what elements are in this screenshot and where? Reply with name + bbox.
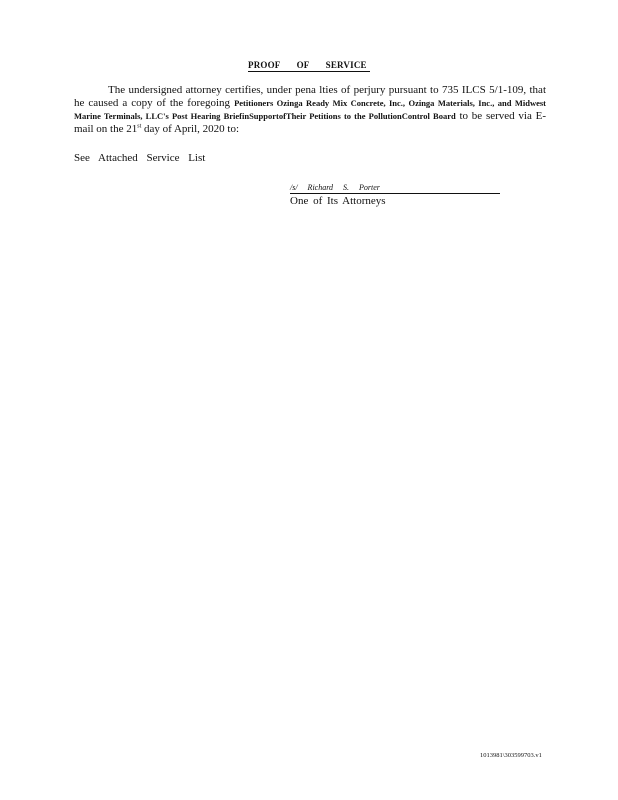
- date-superscript: st: [137, 123, 142, 130]
- document-footer-id: 1013981\303599703.v1: [480, 752, 542, 759]
- paragraph-text-end: day of April, 2020 to:: [144, 123, 240, 135]
- document-title: PROOF OF SERVICE: [248, 60, 370, 72]
- paragraph-bold-document-name: Petitioners Ozinga Ready Mix Concrete, Inc., Ozinga Materials, Inc., and Midwest Marine Terminals, LLC's Post Hearing BriefinSupportofTheir Petitions to the PollutionControl Board: [74, 98, 546, 121]
- signature-block: [290, 182, 500, 208]
- signature-caption: One of Its Attorneys: [290, 195, 386, 207]
- service-list-note: See Attached Service List: [74, 152, 206, 164]
- certification-paragraph: [74, 84, 546, 136]
- paragraph-text-after-bold: to be served via E-mail on the 21: [74, 110, 547, 135]
- signature-line: /s/ Richard S. Porter: [290, 182, 500, 194]
- paragraph-text-before-bold: The undersigned attorney certifies, under pena lties of perjury pursuant to 735 ILCS 5/1-109, that he caused a copy of the foregoing: [74, 84, 546, 109]
